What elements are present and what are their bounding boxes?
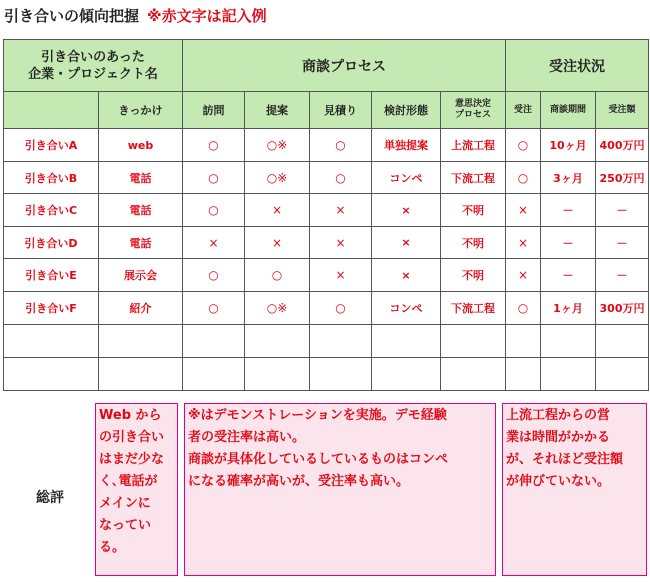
row-estimate: × [310, 227, 372, 259]
row-estimate: ○ [310, 162, 372, 194]
table-row [4, 227, 649, 259]
row-trigger: 電話 [99, 162, 183, 194]
row-proposal: × [245, 227, 310, 259]
header-status-group: 受注状況 [506, 40, 649, 92]
row-name: 引き合いB [4, 162, 99, 194]
empty-cell [441, 358, 506, 391]
row-estimate: ○ [310, 292, 372, 325]
page-title: 引き合いの傾向把握 [4, 6, 140, 25]
row-trigger: web [99, 129, 183, 162]
row-amount: － [596, 194, 649, 227]
row-format: × [372, 259, 441, 292]
row-proposal: × [245, 194, 310, 227]
empty-cell [310, 358, 372, 391]
empty-cell [541, 358, 596, 391]
row-order: × [506, 194, 541, 227]
row-name: 引き合いF [4, 292, 99, 325]
header-period: 商談期間 [541, 92, 596, 129]
empty-cell [372, 358, 441, 391]
row-order: ○ [506, 129, 541, 162]
table-row [4, 194, 649, 227]
row-estimate: ○ [310, 129, 372, 162]
header-visit: 訪問 [183, 92, 245, 129]
empty-cell [99, 325, 183, 358]
header-name-blank [4, 92, 99, 129]
row-name: 引き合いE [4, 259, 99, 292]
empty-cell [245, 358, 310, 391]
table-row [4, 292, 649, 325]
row-decision: 不明 [441, 194, 506, 227]
row-decision: 下流工程 [441, 292, 506, 325]
row-proposal: ○ [245, 259, 310, 292]
row-visit: ○ [183, 292, 245, 325]
table-row [4, 259, 649, 292]
empty-cell [99, 358, 183, 391]
header-proposal: 提案 [245, 92, 310, 129]
summary-box-process: ※はデモンストレーションを実施。デモ経験 者の受注率は高い。 商談が具体化しているしているものはコンペ になる確率が高いが、受注率も高い。 [184, 403, 496, 576]
row-format: コンペ [372, 162, 441, 194]
row-trigger: 紹介 [99, 292, 183, 325]
row-order: × [506, 259, 541, 292]
empty-cell [4, 325, 99, 358]
row-proposal: ○※ [245, 129, 310, 162]
header-estimate: 見積り [310, 92, 372, 129]
row-name: 引き合いA [4, 129, 99, 162]
row-format: × [372, 227, 441, 259]
row-visit: ○ [183, 259, 245, 292]
header-amount: 受注額 [596, 92, 649, 129]
page-header [4, 3, 267, 27]
header-order: 受注 [506, 92, 541, 129]
row-decision: 下流工程 [441, 162, 506, 194]
row-decision: 不明 [441, 227, 506, 259]
row-period: － [541, 227, 596, 259]
empty-cell [596, 325, 649, 358]
empty-cell [506, 325, 541, 358]
row-proposal: ○※ [245, 292, 310, 325]
empty-cell [441, 325, 506, 358]
row-proposal: ○※ [245, 162, 310, 194]
summary-box-trigger: Web から の引き合い はまだ少な く､電話が メインに なってい る。 [95, 403, 178, 576]
row-period: － [541, 194, 596, 227]
row-period: 1ヶ月 [541, 292, 596, 325]
header-format: 検討形態 [372, 92, 441, 129]
header-trigger: きっかけ [99, 92, 183, 129]
header-decision: 意思決定 プロセス [441, 92, 506, 129]
row-format: × [372, 194, 441, 227]
row-decision: 不明 [441, 259, 506, 292]
row-visit: ○ [183, 129, 245, 162]
row-trigger: 電話 [99, 227, 183, 259]
row-amount: 250万円 [596, 162, 649, 194]
row-name: 引き合いD [4, 227, 99, 259]
row-amount: － [596, 259, 649, 292]
row-period: 3ヶ月 [541, 162, 596, 194]
title-note: ※赤文字は記入例 [147, 6, 267, 25]
inquiry-table [3, 39, 649, 391]
row-name: 引き合いC [4, 194, 99, 227]
empty-cell [506, 358, 541, 391]
row-visit: ○ [183, 194, 245, 227]
row-amount: － [596, 227, 649, 259]
empty-cell [245, 325, 310, 358]
row-amount: 300万円 [596, 292, 649, 325]
row-estimate: × [310, 194, 372, 227]
table-row-empty [4, 358, 649, 391]
empty-cell [541, 325, 596, 358]
empty-cell [183, 325, 245, 358]
header-process-group: 商談プロセス [183, 40, 506, 92]
row-order: ○ [506, 292, 541, 325]
empty-cell [183, 358, 245, 391]
row-period: － [541, 259, 596, 292]
row-decision: 上流工程 [441, 129, 506, 162]
row-order: × [506, 227, 541, 259]
empty-cell [596, 358, 649, 391]
table-row [4, 129, 649, 162]
empty-cell [372, 325, 441, 358]
row-format: コンペ [372, 292, 441, 325]
row-trigger: 展示会 [99, 259, 183, 292]
table-row [4, 162, 649, 194]
table-row-empty [4, 325, 649, 358]
header-company-name: 引き合いのあった 企業・プロジェクト名 [4, 40, 183, 92]
row-amount: 400万円 [596, 129, 649, 162]
summary-box-status: 上流工程からの営 業は時間がかかる が、それほど受注額 が伸びていない。 [502, 403, 647, 576]
row-period: 10ヶ月 [541, 129, 596, 162]
row-estimate: × [310, 259, 372, 292]
row-visit: ○ [183, 162, 245, 194]
row-visit: × [183, 227, 245, 259]
row-format: 単独提案 [372, 129, 441, 162]
summary-label: 総評 [36, 490, 64, 506]
row-order: ○ [506, 162, 541, 194]
row-trigger: 電話 [99, 194, 183, 227]
empty-cell [310, 325, 372, 358]
empty-cell [4, 358, 99, 391]
